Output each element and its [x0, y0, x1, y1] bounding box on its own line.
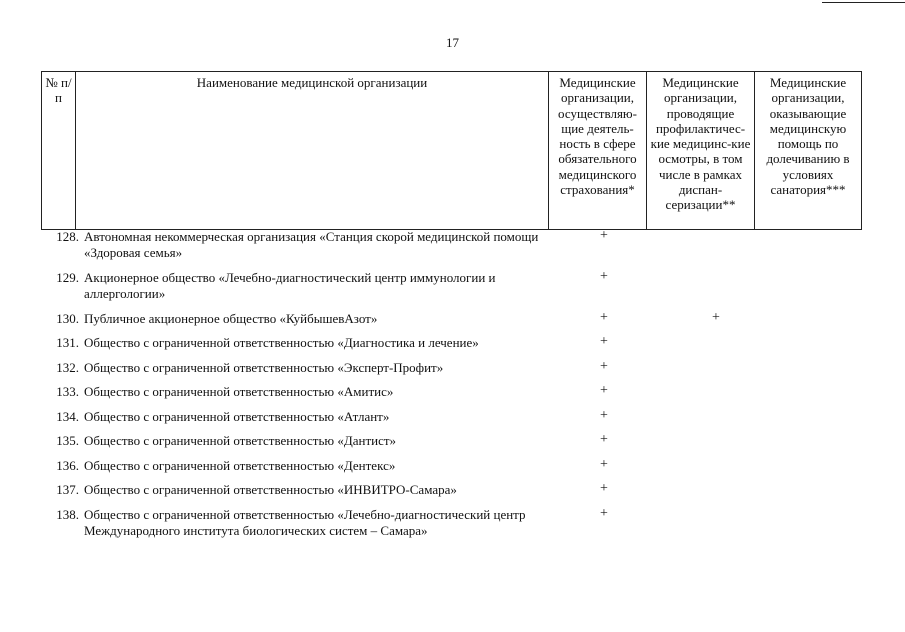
prof-mark: + — [712, 310, 720, 325]
org-name: Общество с ограниченной ответственностью «Атлант» — [84, 409, 390, 424]
row-number: 137. — [56, 482, 79, 497]
org-name: Общество с ограниченной ответственностью «Эксперт-Профит» — [84, 360, 444, 375]
oms-mark: + — [600, 408, 608, 423]
row-number: 133. — [56, 384, 79, 399]
row-number: 134. — [56, 409, 79, 424]
oms-mark: + — [600, 310, 608, 325]
oms-mark: + — [600, 359, 608, 374]
row-number: 128. — [56, 229, 79, 244]
table-header — [41, 71, 862, 230]
oms-mark: + — [600, 481, 608, 496]
org-name: Общество с ограниченной ответственностью «Дантист» — [84, 433, 397, 448]
oms-mark: + — [600, 383, 608, 398]
oms-mark: + — [600, 432, 608, 447]
org-name: Публичное акционерное общество «КуйбышевАзот» — [84, 311, 378, 326]
header-oms: Медицинские организации, осуществляю-щие деятель-ность в сфере обязательного медицинского страхования* — [549, 72, 647, 230]
org-name: Акционерное общество «Лечебно-диагностический центр иммунологии и аллергологии» — [84, 270, 496, 301]
row-number: 138. — [56, 507, 79, 522]
oms-mark: + — [600, 334, 608, 349]
org-name: Автономная некоммерческая организация «Станция скорой медицинской помощи «Здоровая семья» — [84, 229, 539, 260]
row-number: 135. — [56, 433, 79, 448]
row-number: 136. — [56, 458, 79, 473]
header-prof: Медицинские организации, проводящие профилактичес-кие медицинс-кие осмотры, в том числе в рамках диспан-серизации** — [647, 72, 755, 230]
oms-mark: + — [600, 457, 608, 472]
header-name: Наименование медицинской организации — [76, 72, 549, 230]
row-number: 129. — [56, 270, 79, 285]
org-name: Общество с ограниченной ответственностью «Диагностика и лечение» — [84, 335, 479, 350]
org-name: Общество с ограниченной ответственностью «Дентекс» — [84, 458, 396, 473]
corner-rule — [822, 2, 905, 3]
oms-mark: + — [600, 228, 608, 243]
header-san: Медицинские организации, оказывающие медицинскую помощь по долечиванию в условиях санатория*** — [755, 72, 862, 230]
oms-mark: + — [600, 269, 608, 284]
org-name: Общество с ограниченной ответственностью «Лечебно-диагностический центр Международного института биологических систем – Самара» — [84, 507, 526, 538]
page-number: 17 — [446, 35, 459, 50]
oms-mark: + — [600, 506, 608, 521]
row-number: 131. — [56, 335, 79, 350]
row-number: 130. — [56, 311, 79, 326]
org-name: Общество с ограниченной ответственностью «Амитис» — [84, 384, 394, 399]
org-name: Общество с ограниченной ответственностью «ИНВИТРО-Самара» — [84, 482, 457, 497]
header-num: № п/п — [42, 72, 76, 230]
row-number: 132. — [56, 360, 79, 375]
